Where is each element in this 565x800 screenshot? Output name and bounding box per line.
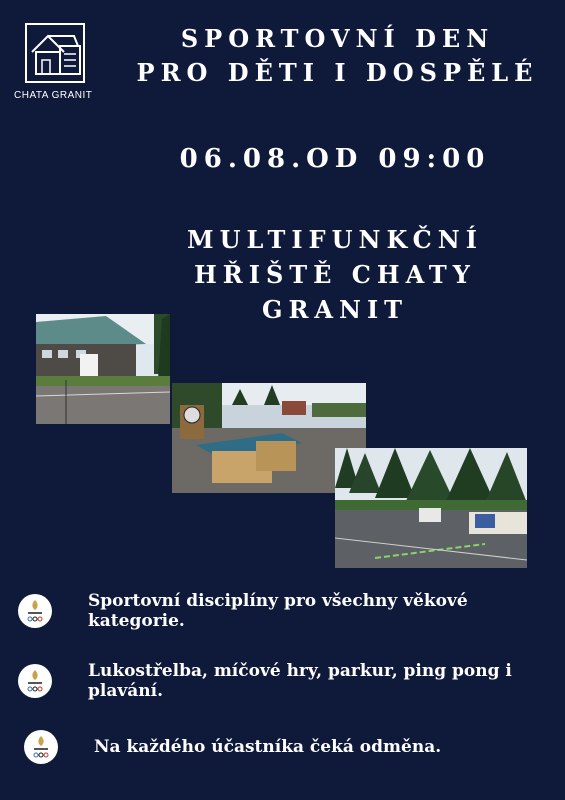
- event-datetime: 06.08.OD 09:00: [179, 144, 491, 174]
- logo-text: CHATA GRANIT: [14, 90, 93, 101]
- bullet-text: Sportovní disciplíny pro všechny věkové kategorie.: [88, 591, 468, 631]
- house-icon: [24, 22, 86, 84]
- title-line-2: PRO DĚTI I DOSPĚLÉ: [136, 58, 539, 87]
- olympic-badge-icon: [18, 594, 52, 628]
- venue-line-1: MULTIFUNKČNÍ: [187, 225, 483, 254]
- venue-line-3: GRANIT: [261, 295, 409, 324]
- title-line-1: SPORTOVNÍ DEN: [180, 24, 495, 53]
- chata-granit-logo: [14, 22, 104, 101]
- event-venue: [130, 222, 540, 327]
- photo-court: [335, 448, 527, 568]
- photo-chalet: [36, 314, 170, 424]
- bullet-item: [18, 730, 441, 764]
- bullet-item: [18, 591, 565, 631]
- event-title: [110, 22, 565, 90]
- olympic-badge-icon: [24, 730, 58, 764]
- bullet-item: [18, 661, 565, 701]
- bullet-text: Lukostřelba, míčové hry, parkur, ping pong i plavání.: [88, 661, 512, 701]
- bullet-text: Na každého účastníka čeká odměna.: [94, 737, 442, 757]
- venue-line-2: HŘIŠTĚ CHATY: [194, 260, 476, 289]
- olympic-badge-icon: [18, 664, 52, 698]
